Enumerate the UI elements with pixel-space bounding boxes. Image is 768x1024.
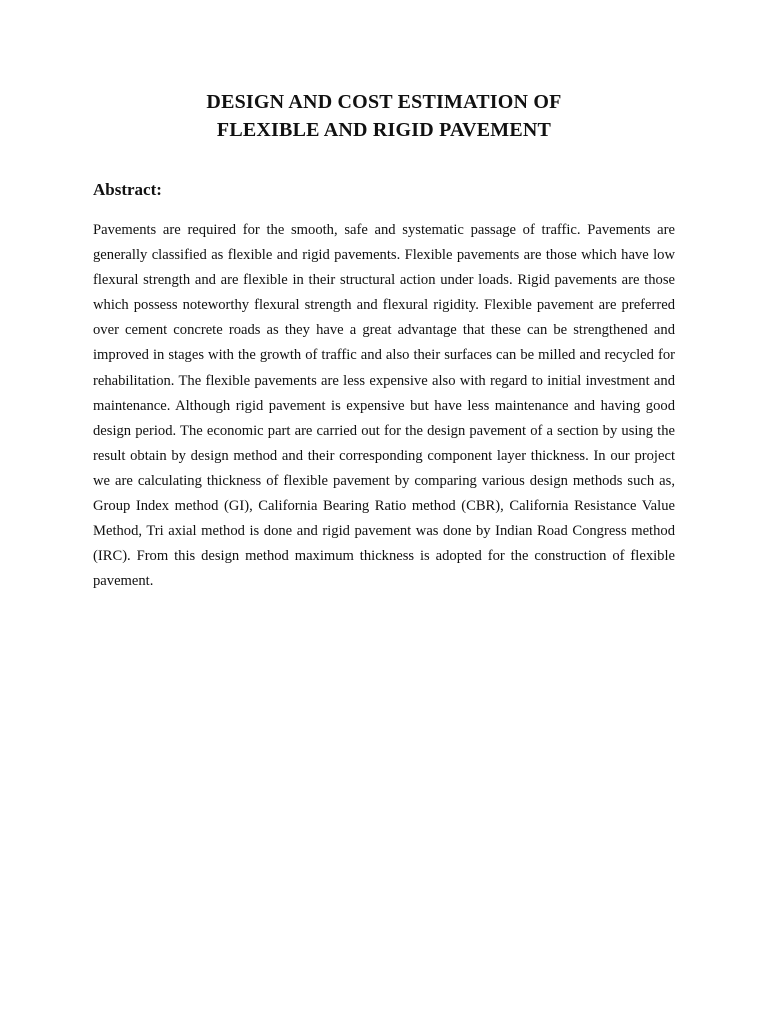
abstract-heading: Abstract: [93, 180, 162, 199]
abstract-paragraph: Pavements are required for the smooth, safe and systematic passage of traffic. Pavements are generally classified as flexible and rigid pavements. Flexible pavements are those which have low flexural strength and are flexible in their structural action under loads. Rigid pavements are those which possess noteworthy flexural strength and flexural rigidity. Flexible pavement are preferred over cement concrete roads as they have a great advantage that these can be strengthened and improved in stages with the growth of traffic and also their surfaces can be milled and recycled for rehabilitation. The flexible pavements are less expensive also with regard to initial investment and maintenance. Although rigid pavement is expensive but have less maintenance and having good design period. The economic part are carried out for the design pavement of a section by using the result obtain by design method and their corresponding component layer thickness. In our project we are calculating thickness of flexible pavement by comparing various design methods such as, Group Index method (GI), California Bearing Ratio method (CBR), California Resistance Value Method, Tri axial method is done and rigid pavement was done by Indian Road Congress method (IRC). From this design method maximum thickness is adopted for the construction of flexible pavement. [93, 222, 675, 590]
title-line-2: FLEXIBLE AND RIGID PAVEMENT [216, 119, 552, 141]
title-line-1: DESIGN AND COST ESTIMATION OF [206, 91, 562, 113]
document-title [0, 88, 768, 144]
